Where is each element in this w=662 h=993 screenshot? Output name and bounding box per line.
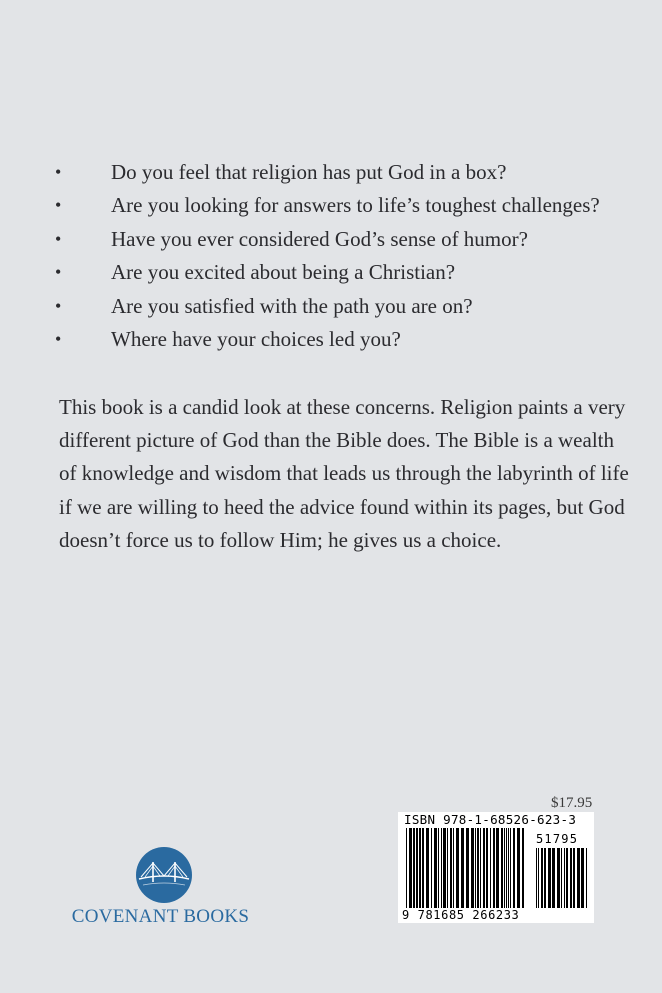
barcode-stripe — [504, 828, 505, 908]
question-list — [0, 156, 662, 356]
barcode-stripe — [471, 828, 474, 908]
barcode-stripe — [517, 828, 520, 908]
description-line: doesn’t force us to follow Him; he gives us a choice. — [59, 527, 502, 552]
barcode-stripe — [483, 828, 485, 908]
barcode-stripe — [573, 848, 575, 908]
barcode-stripe — [461, 828, 464, 908]
barcode-stripe — [456, 828, 459, 908]
question-text: Are you satisfied with the path you are on? — [111, 293, 473, 318]
description-line: This book is a candid look at these concerns. Religion paints a very — [59, 395, 626, 419]
description-line: different picture of God than the Bible does. The Bible is a wealth — [59, 428, 614, 453]
barcode-stripe — [477, 828, 479, 908]
barcode-stripe — [450, 828, 452, 908]
barcode-stripe — [438, 828, 439, 908]
barcode-stripe — [510, 828, 511, 908]
barcode-stripe — [490, 828, 491, 908]
barcode-stripe — [522, 828, 524, 908]
barcode-stripe — [493, 828, 495, 908]
barcode-stripe — [506, 828, 507, 908]
barcode-stripe — [501, 828, 503, 908]
price-code: 51795 — [536, 832, 579, 846]
publisher-name: COVENANT BOOKS — [71, 906, 250, 927]
barcode-stripe — [419, 828, 421, 908]
barcode-stripe — [431, 828, 432, 908]
question-text: Have you ever considered God’s sense of humor? — [111, 226, 528, 251]
barcode-stripe — [564, 848, 565, 908]
price-label: $17.95 — [551, 795, 593, 811]
barcode-stripe — [538, 848, 539, 908]
question-text: Are you looking for answers to life’s toughest challenges? — [111, 193, 600, 218]
barcode-stripe — [548, 848, 551, 908]
barcode-stripe — [513, 828, 515, 908]
barcode-stripe — [541, 848, 543, 908]
bullet-icon: • — [55, 228, 62, 249]
bullet-icon: • — [55, 195, 62, 216]
isbn-barcode — [398, 812, 594, 923]
barcode-stripe — [409, 828, 412, 908]
question-text: Do you feel that religion has put God in a box? — [111, 160, 507, 184]
bridge-globe-icon — [135, 846, 193, 904]
barcode-stripe — [443, 828, 446, 908]
barcode-stripe — [486, 828, 488, 908]
bullet-icon: • — [55, 162, 62, 182]
publisher-logo — [58, 846, 263, 936]
barcode-stripe — [581, 848, 584, 908]
barcode-stripe — [480, 828, 481, 908]
question-item — [0, 223, 662, 256]
barcode-stripe — [466, 828, 469, 908]
barcode-stripe — [552, 848, 555, 908]
bullet-icon: • — [55, 295, 62, 316]
question-text: Are you excited about being a Christian? — [111, 260, 456, 285]
description-line: of knowledge and wisdom that leads us through the labyrinth of life — [59, 461, 629, 486]
barcode-stripe — [577, 848, 580, 908]
question-item — [0, 290, 662, 323]
barcode-stripe — [566, 848, 568, 908]
barcode-stripe — [475, 828, 476, 908]
barcode-stripe — [557, 848, 560, 908]
barcode-stripe — [453, 828, 454, 908]
barcode-stripe — [413, 828, 415, 908]
bullet-icon: • — [55, 328, 62, 349]
isbn-number: ISBN 978-1-68526-623-3 — [404, 812, 577, 827]
barcode-stripe — [406, 828, 407, 908]
barcode-stripe — [416, 828, 418, 908]
question-item — [0, 156, 662, 189]
barcode-stripe — [441, 828, 442, 908]
barcode-stripe — [570, 848, 572, 908]
barcode-stripe — [508, 828, 509, 908]
question-item — [0, 256, 662, 289]
bullet-icon: • — [55, 262, 62, 283]
question-text: Where have your choices led you? — [111, 326, 401, 351]
barcode-stripe — [447, 828, 448, 908]
question-item — [0, 189, 662, 222]
question-item — [0, 323, 662, 356]
barcode-bars — [398, 812, 594, 923]
barcode-stripe — [434, 828, 437, 908]
description-line: if we are willing to heed the advice found within its pages, but God — [59, 494, 625, 519]
barcode-stripe — [561, 848, 562, 908]
barcode-stripe — [422, 828, 424, 908]
barcode-stripe — [496, 828, 499, 908]
book-description — [59, 391, 629, 557]
barcode-stripe — [426, 828, 429, 908]
barcode-stripe — [544, 848, 546, 908]
ean-digits: 9 781685 266233 — [402, 908, 520, 922]
barcode-stripe — [536, 848, 537, 908]
barcode-stripe — [586, 848, 587, 908]
